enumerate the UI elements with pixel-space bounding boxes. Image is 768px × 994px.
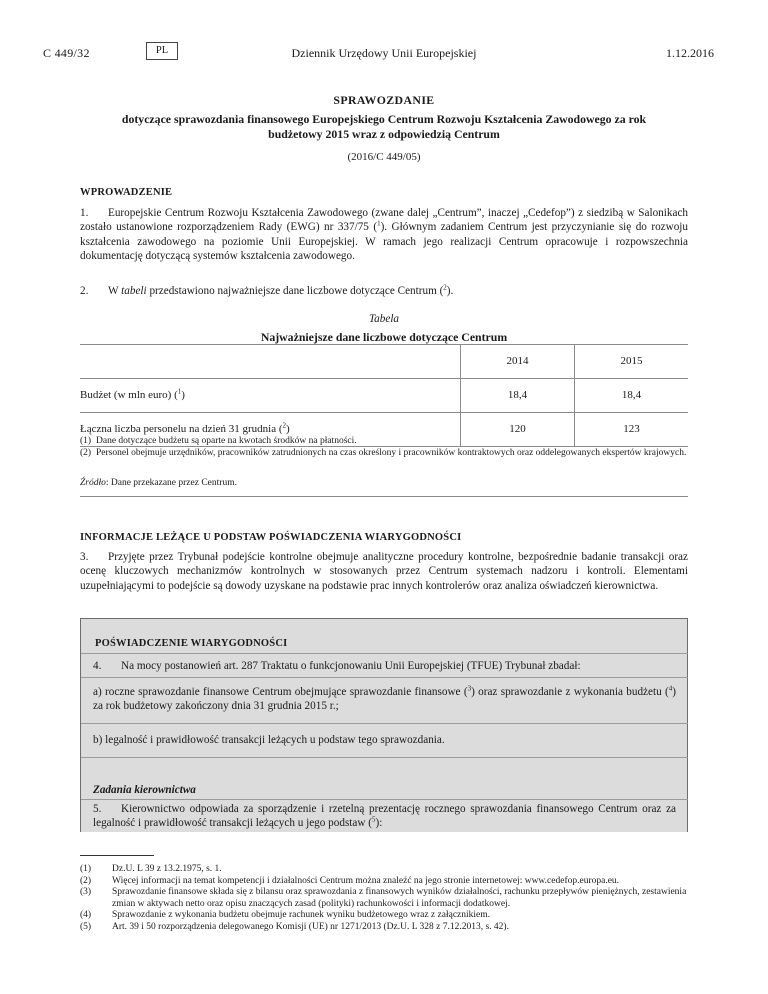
paragraph-number: 2. (80, 285, 89, 297)
statement-box (80, 618, 688, 832)
cell-2015: 18,4 (575, 379, 689, 413)
row-label: Łączna liczba personelu na dzień 31 grudnia ($^2$) (80, 421, 290, 436)
table-title: Najważniejsze dane liczbowe dotyczące Centrum (260, 330, 508, 344)
paragraph-number: 5. (93, 803, 102, 815)
cell-2015: 123 (575, 413, 689, 447)
paragraph-number: 4. (93, 660, 102, 672)
table-header-row (80, 345, 688, 379)
footnote: (2) Więcej informacji na temat kompetencji i działalności Centrum można znaleźć na jego stronie internetowej: www.cedefop.europa.eu. (80, 875, 620, 886)
item-a: a) roczne sprawozdanie finansowe Centrum obejmujące sprawozdanie finansowe ($^3$) oraz sprawozdanie z wykonania budżetu ($^4$) za rok budżetowy zakończony dnia 31 grudnia 2015 r.; (93, 684, 676, 713)
footnote-ref: 2 (443, 283, 447, 292)
footnotes (80, 864, 688, 933)
footnote-ref: 1 (377, 219, 381, 228)
section-heading-basis: INFORMACJE LEŻĄCE U PODSTAW POŚWIADCZENIA WIARYGODNOŚCI (80, 532, 462, 543)
table-source: Źródło: Dane przekazane przez Centrum. (80, 478, 237, 488)
year-2015-header: 2015 (575, 345, 689, 379)
table-notes (80, 436, 688, 459)
journal-reference: C 449/32 (43, 46, 90, 60)
cell-2014: 120 (461, 413, 575, 447)
document-reference: (2016/C 449/05) (347, 151, 421, 163)
language-badge: PL (146, 42, 178, 60)
management-heading: Zadania kierownictwa (93, 784, 196, 796)
paragraph-number: 1. (80, 207, 89, 219)
table-note: (2) Personel obejmuje urzędników, pracowników zatrudnionych na czas określony i pracowników kontraktowych oraz oddelegowanych ekspertów krajowych. (80, 447, 687, 458)
paragraph-4: 4. Na mocy postanowień art. 287 Traktatu o funkcjonowaniu Unii Europejskiej (TFUE) Trybunał zbadał: (93, 660, 581, 672)
table-note: (1) Dane dotyczące budżetu są oparte na kwotach środków na płatności. (80, 436, 357, 446)
paragraph-1: 1. Europejskie Centrum Rozwoju Kształcenia Zawodowego (zwane dalej „Centrum”, inaczej „Cedefop”) z siedzibą w Salonikach zostało ustanowione rozporządzeniem Rady (EWG) nr 337/75 ($^1$). Głównym zadaniem Centrum jest przyczynianie się do rozwoju kształcenia zawodowego na poziomie Unii Europejskiej. W ramach jego realizacji Centrum opracowuje i rozpowszechnia dokumentację dotyczącą systemów kształcenia zawodowego. (80, 207, 689, 262)
journal-title: Dziennik Urzędowy Unii Europejskiej (291, 46, 477, 60)
section-heading-statement: POŚWIADCZENIE WIARYGODNOŚCI (95, 638, 288, 649)
document-subtitle: dotyczące sprawozdania finansowego Europejskiego Centrum Rozwoju Kształcenia Zawodowego za rok budżetowy 2015 wraz z odpowiedzią Centrum (121, 112, 647, 141)
page-header (0, 42, 768, 64)
cell-2014: 18,4 (461, 379, 575, 413)
divider (80, 496, 688, 497)
footnote-separator (80, 855, 154, 856)
table-row (80, 379, 688, 413)
section-heading-intro: WPROWADZENIE (80, 187, 173, 198)
footnote: (5) Art. 39 i 50 rozporządzenia delegowanego Komisji (UE) nr 1271/2013 (Dz.U. L 328 z 7.12.2013, s. 42). (80, 921, 509, 932)
paragraph-number: 3. (80, 551, 89, 563)
year-2014-header: 2014 (461, 345, 575, 379)
publication-date: 1.12.2016 (666, 46, 714, 60)
paragraph-2: 2. W tabeli przedstawiono najważniejsze dane liczbowe dotyczące Centrum ($^2$). (80, 283, 454, 297)
table-caption: Tabela (368, 313, 400, 325)
footnote: (4) Sprawozdanie z wykonania budżetu obejmuje rachunek wyniku budżetowego wraz z załącznikiem. (80, 910, 491, 921)
footnote: (1) Dz.U. L 39 z 13.2.1975, s. 1. (80, 864, 222, 874)
footnote: (3) Sprawozdanie finansowe składa się z bilansu oraz sprawozdania z finansowych wyników działalności, rachunku przepływów pieniężnych, zestawienia zmian w aktywach netto oraz opisu znaczących zasad (polityki) rachunkowości i informacji dodatkowej. (80, 887, 687, 909)
row-label: Budżet (w mln euro) ($^1$) (80, 387, 185, 402)
paragraph-3: 3. Przyjęte przez Trybunał podejście kontrolne obejmuje analityczne procedury kontrolne, bezpośrednie badanie transakcji oraz ocenę kluczowych mechanizmów kontrolnych w stosowanych przez Centrum systemach nadzoru i kontroli. Elementami uzupełniającymi to podejście są dowody uzyskane na podstawie prac innych kontrolerów oraz analiza oświadczeń kierownictwa. (80, 551, 688, 592)
item-b: b) legalność i prawidłowość transakcji leżących u podstaw tego sprawozdania. (93, 734, 445, 746)
document-title: SPRAWOZDANIE (333, 93, 435, 107)
key-figures-table (80, 344, 688, 447)
paragraph-5: 5. Kierownictwo odpowiada za sporządzenie i rzetelną prezentację rocznego sprawozdania finansowego Centrum oraz za legalność i prawidłowość transakcji leżących u jego podstaw ($^5$): (93, 803, 676, 830)
